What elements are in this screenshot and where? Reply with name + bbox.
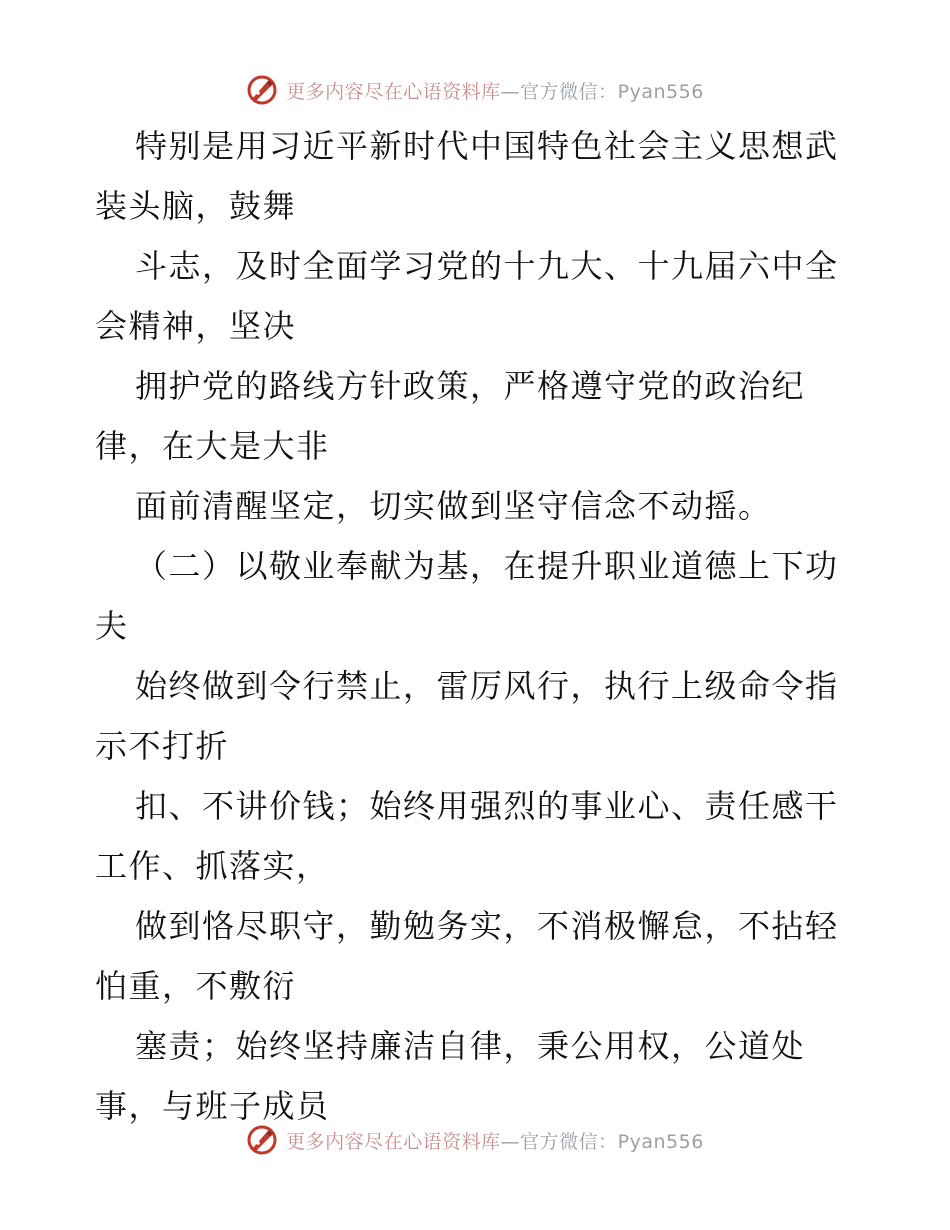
section-heading: （二）以敬业奉献为基，在提升职业道德上下功 (135, 547, 839, 585)
document-body (95, 118, 865, 1138)
body-line: 示不打折 (95, 727, 230, 765)
body-line: 塞责；始终坚持廉洁自律，秉公用权，公道处 (135, 1027, 806, 1065)
header-watermark (0, 70, 950, 110)
body-line: 始终做到令行禁止，雷厉风行，执行上级命令指 (135, 667, 839, 705)
footer-watermark (0, 1120, 950, 1160)
body-line: 工作、抓落实， (95, 847, 330, 885)
body-line: 会精神，坚决 (95, 307, 297, 345)
body-line: 事，与班子成员 (95, 1087, 330, 1125)
body-line: 装头脑，鼓舞 (95, 187, 297, 225)
body-line: 怕重，不敷衍 (95, 967, 297, 1005)
body-line: 做到恪尽职守，勤勉务实，不消极懈怠，不拈轻 (135, 907, 839, 945)
body-line: 扣、不讲价钱；始终用强烈的事业心、责任感干 (135, 787, 839, 825)
body-line: 面前清醒坚定，切实做到坚守信念不动摇。 (135, 487, 772, 525)
footer-text (286, 1127, 704, 1154)
body-line: 斗志，及时全面学习党的十九大、十九届六中全 (135, 247, 839, 285)
header-label-main: 更多内容尽在心语资料库 (286, 80, 501, 103)
pen-logo-icon (246, 1124, 278, 1156)
body-line: 夫 (95, 607, 129, 645)
pen-logo-icon (246, 74, 278, 106)
footer-label-main: 更多内容尽在心语资料库 (286, 1130, 501, 1153)
body-line: 特别是用习近平新时代中国特色社会主义思想武 (135, 127, 839, 165)
body-line: 拥护党的路线方针政策，严格遵守党的政治纪 (135, 367, 806, 405)
header-label-contact: —官方微信：Pyan556 (500, 80, 704, 103)
body-line: 律，在大是大非 (95, 427, 330, 465)
footer-label-contact: —官方微信：Pyan556 (500, 1130, 704, 1153)
header-text (286, 77, 704, 104)
